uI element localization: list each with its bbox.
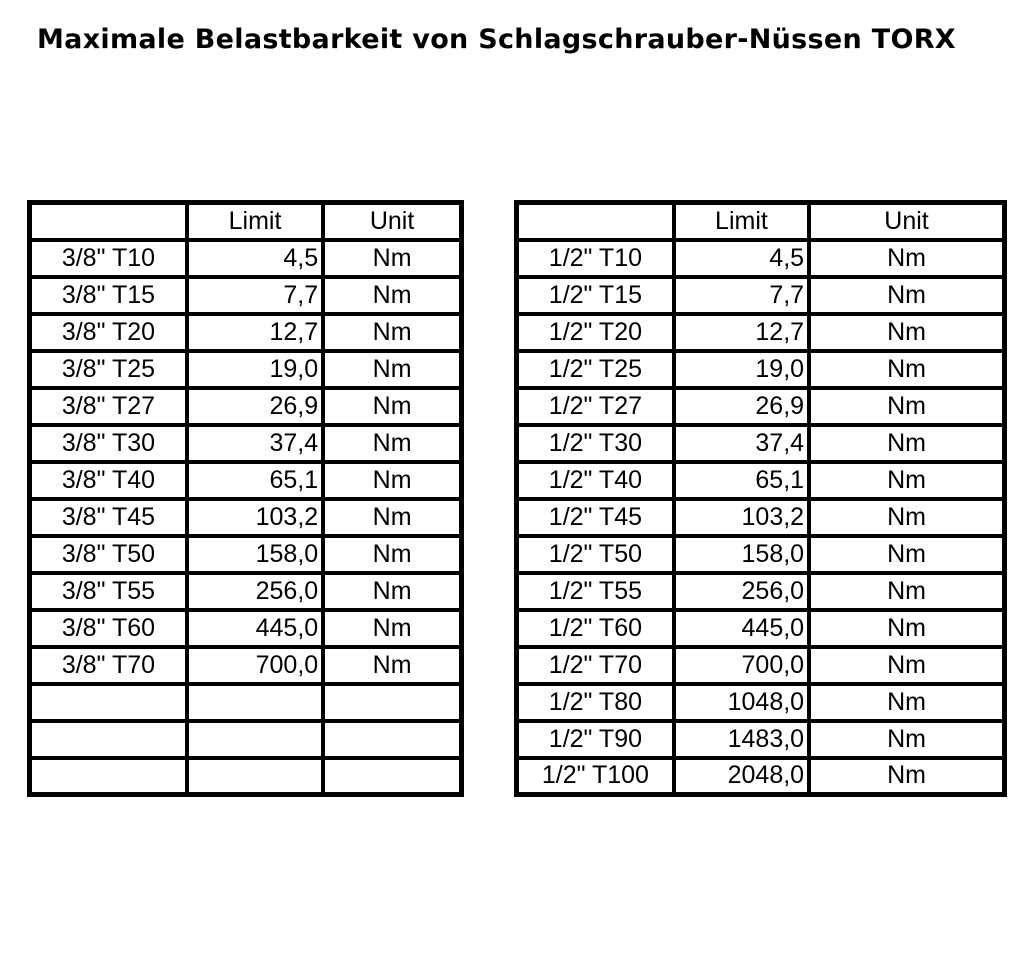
table-row: [517, 240, 1005, 277]
table-row: [30, 610, 462, 647]
size-cell: 1/2" T80: [517, 684, 674, 721]
table-row: [517, 721, 1005, 758]
unit-cell: Nm: [809, 240, 1004, 277]
table-row: [30, 314, 462, 351]
table-row: [517, 277, 1005, 314]
table-row: [517, 388, 1005, 425]
size-cell: 1/2" T50: [517, 536, 674, 573]
unit-cell: Nm: [809, 573, 1004, 610]
table-row: [517, 462, 1005, 499]
unit-cell: Nm: [809, 462, 1004, 499]
torque-table-1-2: [514, 200, 1007, 797]
limit-cell: [187, 684, 323, 721]
table-row: [517, 758, 1005, 795]
unit-cell: Nm: [323, 277, 461, 314]
table-row: [30, 647, 462, 684]
limit-cell: 445,0: [674, 610, 809, 647]
limit-cell: 37,4: [674, 425, 809, 462]
size-cell: 1/2" T60: [517, 610, 674, 647]
table-row: [30, 499, 462, 536]
table-row: [30, 462, 462, 499]
table-row: [30, 425, 462, 462]
size-cell: [30, 684, 187, 721]
size-cell: 3/8" T70: [30, 647, 187, 684]
unit-cell: Nm: [809, 388, 1004, 425]
size-cell: 3/8" T55: [30, 573, 187, 610]
header-limit-cell: Limit: [674, 203, 809, 240]
table-row: [30, 240, 462, 277]
size-cell: 1/2" T30: [517, 425, 674, 462]
table-row: [30, 351, 462, 388]
unit-cell: Nm: [809, 351, 1004, 388]
limit-cell: 26,9: [187, 388, 323, 425]
unit-cell: Nm: [323, 573, 461, 610]
limit-cell: [187, 721, 323, 758]
limit-cell: 256,0: [674, 573, 809, 610]
table-row: [517, 499, 1005, 536]
size-cell: 3/8" T10: [30, 240, 187, 277]
size-cell: 1/2" T55: [517, 573, 674, 610]
unit-cell: Nm: [809, 536, 1004, 573]
size-cell: 3/8" T15: [30, 277, 187, 314]
limit-cell: 1483,0: [674, 721, 809, 758]
table-row: [517, 684, 1005, 721]
table-row: [517, 351, 1005, 388]
unit-cell: Nm: [809, 721, 1004, 758]
limit-cell: 26,9: [674, 388, 809, 425]
limit-cell: 445,0: [187, 610, 323, 647]
limit-cell: 12,7: [674, 314, 809, 351]
size-cell: 3/8" T27: [30, 388, 187, 425]
unit-cell: Nm: [323, 647, 461, 684]
unit-cell: Nm: [323, 536, 461, 573]
limit-cell: 158,0: [187, 536, 323, 573]
unit-cell: Nm: [809, 277, 1004, 314]
unit-cell: Nm: [809, 647, 1004, 684]
table-row: [30, 277, 462, 314]
header-unit-cell: Unit: [809, 203, 1004, 240]
table-row: [517, 314, 1005, 351]
size-cell: 1/2" T27: [517, 388, 674, 425]
unit-cell: Nm: [323, 462, 461, 499]
limit-cell: 37,4: [187, 425, 323, 462]
table-row: [517, 647, 1005, 684]
size-cell: 3/8" T30: [30, 425, 187, 462]
unit-cell: Nm: [323, 388, 461, 425]
table-row: [30, 573, 462, 610]
limit-cell: 19,0: [187, 351, 323, 388]
table-row: [517, 536, 1005, 573]
unit-cell: Nm: [809, 610, 1004, 647]
unit-cell: Nm: [323, 610, 461, 647]
limit-cell: 4,5: [674, 240, 809, 277]
size-cell: 3/8" T20: [30, 314, 187, 351]
limit-cell: [187, 758, 323, 795]
limit-cell: 2048,0: [674, 758, 809, 795]
unit-cell: [323, 758, 461, 795]
limit-cell: 7,7: [187, 277, 323, 314]
table-row: [30, 684, 462, 721]
limit-cell: 256,0: [187, 573, 323, 610]
table-row: [30, 758, 462, 795]
size-cell: 3/8" T25: [30, 351, 187, 388]
size-cell: 1/2" T15: [517, 277, 674, 314]
unit-cell: Nm: [809, 425, 1004, 462]
table-row: [30, 388, 462, 425]
header-row: [517, 203, 1005, 240]
size-cell: 1/2" T20: [517, 314, 674, 351]
unit-cell: Nm: [809, 684, 1004, 721]
size-cell: 1/2" T45: [517, 499, 674, 536]
table-row: [30, 536, 462, 573]
limit-cell: 103,2: [674, 499, 809, 536]
unit-cell: Nm: [809, 758, 1004, 795]
limit-cell: 65,1: [674, 462, 809, 499]
limit-cell: 700,0: [187, 647, 323, 684]
header-unit-cell: Unit: [323, 203, 461, 240]
unit-cell: [323, 721, 461, 758]
header-size-cell: [30, 203, 187, 240]
header-row: [30, 203, 462, 240]
unit-cell: Nm: [809, 314, 1004, 351]
size-cell: 1/2" T40: [517, 462, 674, 499]
unit-cell: Nm: [323, 425, 461, 462]
limit-cell: 19,0: [674, 351, 809, 388]
unit-cell: Nm: [323, 314, 461, 351]
unit-cell: [323, 684, 461, 721]
limit-cell: 4,5: [187, 240, 323, 277]
page-title: Maximale Belastbarkeit von Schlagschrauber-Nüssen TORX: [37, 24, 956, 55]
table-row: [517, 573, 1005, 610]
size-cell: 3/8" T60: [30, 610, 187, 647]
limit-cell: 103,2: [187, 499, 323, 536]
size-cell: 1/2" T90: [517, 721, 674, 758]
unit-cell: Nm: [809, 499, 1004, 536]
limit-cell: 65,1: [187, 462, 323, 499]
size-cell: 1/2" T70: [517, 647, 674, 684]
unit-cell: Nm: [323, 499, 461, 536]
size-cell: 3/8" T40: [30, 462, 187, 499]
size-cell: 3/8" T45: [30, 499, 187, 536]
header-limit-cell: Limit: [187, 203, 323, 240]
size-cell: [30, 721, 187, 758]
table-row: [517, 610, 1005, 647]
unit-cell: Nm: [323, 351, 461, 388]
size-cell: 1/2" T100: [517, 758, 674, 795]
limit-cell: 700,0: [674, 647, 809, 684]
limit-cell: 12,7: [187, 314, 323, 351]
torque-table-3-8: [27, 200, 464, 797]
size-cell: 1/2" T10: [517, 240, 674, 277]
size-cell: [30, 758, 187, 795]
limit-cell: 7,7: [674, 277, 809, 314]
limit-cell: 158,0: [674, 536, 809, 573]
unit-cell: Nm: [323, 240, 461, 277]
header-size-cell: [517, 203, 674, 240]
size-cell: 3/8" T50: [30, 536, 187, 573]
table-row: [517, 425, 1005, 462]
size-cell: 1/2" T25: [517, 351, 674, 388]
limit-cell: 1048,0: [674, 684, 809, 721]
table-row: [30, 721, 462, 758]
